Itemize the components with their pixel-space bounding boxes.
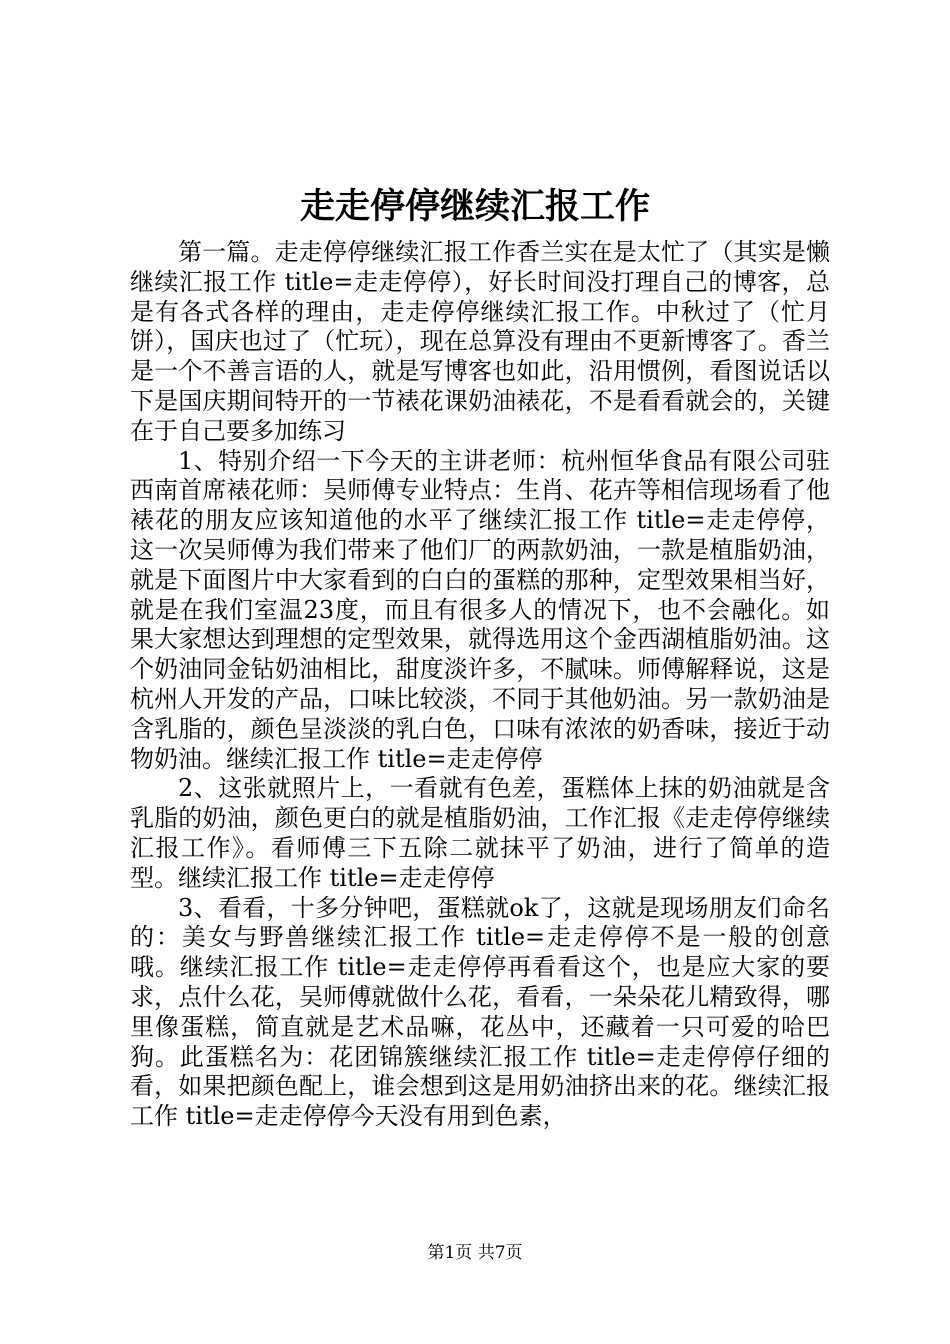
paragraph-3: 2、这张就照片上，一看就有色差，蛋糕体上抹的奶油就是含乳脂的奶油，颜色更白的就是植脂奶油，工作汇报《走走停停继续汇报工作》。看师傅三下五除二就抹平了奶油，进行了简单的造型。继续汇报工作 title=走走停停 — [130, 774, 830, 892]
document-title: 走走停停继续汇报工作 — [299, 187, 650, 227]
paragraph-4: 3、看看，十多分钟吧，蛋糕就ok了，这就是现场朋友们命名的：美女与野兽继续汇报工作 title=走走停停不是一般的创意哦。继续汇报工作 title=走走停停再看看这个，也是应大家的要求，点什么花，吴师傅就做什么花，看看，一朵朵花儿精致得，哪里像蛋糕，简直就是艺术品嘛，花丛中，还藏着一只可爱的哈巴狗。此蛋糕名为：花团锦簇继续汇报工作 title=走走停停仔细的看，如果把颜色配上，谁会想到这是用奶油挤出来的花。继续汇报工作 title=走走停停今天没有用到色素， — [130, 893, 830, 1131]
document-body — [130, 238, 830, 1132]
page-footer: 第1页 共7页 — [427, 1243, 523, 1263]
paragraph-1: 第一篇。走走停停继续汇报工作香兰实在是太忙了（其实是懒继续汇报工作 title=走走停停），好长时间没打理自己的博客，总是有各式各样的理由，走走停停继续汇报工作。中秋过了（忙月饼），国庆也过了（忙玩），现在总算没有理由不更新博客了。香兰是一个不善言语的人，就是写博客也如此，沿用惯例，看图说话以下是国庆期间特开的一节裱花课奶油裱花，不是看看就会的，关键在于自己要多加练习 — [130, 238, 830, 445]
paragraph-2: 1、特别介绍一下今天的主讲老师：杭州恒华食品有限公司驻西南首席裱花师：吴师傅专业特点：生肖、花卉等相信现场看了他裱花的朋友应该知道他的水平了继续汇报工作 title=走走停停，这一次吴师傅为我们带来了他们厂的两款奶油，一款是植脂奶油，就是下面图片中大家看到的白白的蛋糕的那种，定型效果相当好，就是在我们室温23度，而且有很多人的情况下，也不会融化。如果大家想达到理想的定型效果，就得选用这个金西湖植脂奶油。这个奶油同金钻奶油相比，甜度淡许多，不腻味。师傅解释说，这是杭州人开发的产品，口味比较淡，不同于其他奶油。另一款奶油是含乳脂的，颜色呈淡淡的乳白色，口味有浓浓的奶香味，接近于动物奶油。继续汇报工作 title=走走停停 — [130, 446, 830, 773]
